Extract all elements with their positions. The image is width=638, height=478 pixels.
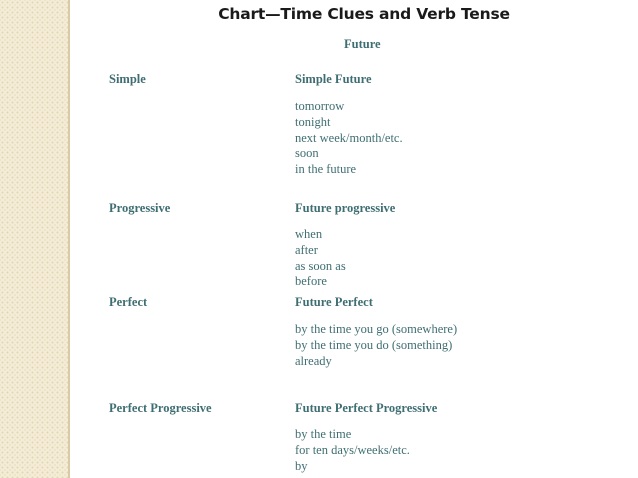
- clue-item: as soon as: [295, 258, 346, 273]
- clue-item: tomorrow: [295, 99, 345, 113]
- tense-future-perfect-progressive: Future Perfect Progressive: [295, 401, 438, 415]
- row-label-progressive: Progressive: [109, 201, 171, 215]
- row-label-perfect-progressive: Perfect Progressive: [109, 401, 212, 415]
- row-label-perfect: Perfect: [109, 295, 148, 309]
- clue-item: by: [295, 458, 308, 473]
- clue-item: when: [295, 227, 323, 241]
- clue-item: after: [295, 242, 318, 257]
- clue-item: in the future: [295, 162, 357, 177]
- clue-item: for ten days/weeks/etc.: [295, 442, 410, 457]
- chart-title: Chart—Time Clues and Verb Tense: [218, 5, 510, 23]
- tense-future-perfect: Future Perfect: [295, 295, 373, 309]
- clue-item: before: [295, 274, 327, 289]
- clue-item: soon: [295, 146, 319, 161]
- column-header-future: Future: [344, 37, 381, 51]
- tense-simple-future: Simple Future: [295, 72, 372, 86]
- clue-item: already: [295, 353, 332, 368]
- clue-list-progressive: [295, 227, 346, 290]
- clue-list-perfect: [295, 322, 457, 369]
- clue-item: by the time: [295, 427, 352, 441]
- decorative-side-band: [0, 0, 70, 478]
- clue-list-perfect-progressive: [295, 427, 410, 474]
- clue-item: tonight: [295, 114, 331, 129]
- clue-item: by the time you do (something): [295, 337, 453, 352]
- clue-item: by the time you go (somewhere): [295, 322, 458, 336]
- clue-list-simple: [295, 99, 403, 178]
- clue-item: next week/month/etc.: [295, 130, 403, 145]
- row-label-simple: Simple: [109, 72, 146, 86]
- tense-future-progressive: Future progressive: [295, 201, 396, 215]
